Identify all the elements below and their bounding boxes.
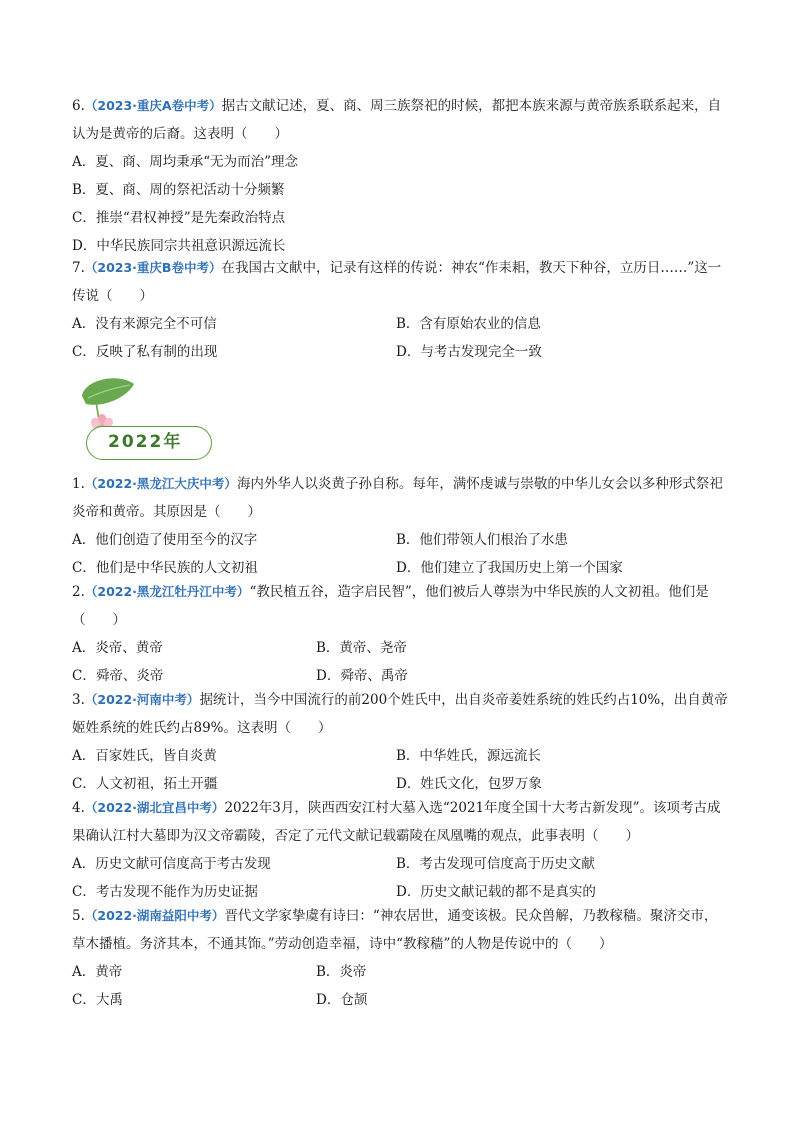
options (72, 634, 728, 690)
option-a[interactable]: A．他们创造了使用至今的汉字 (72, 532, 258, 548)
question-number: 3. (72, 692, 85, 708)
question-4 (72, 794, 728, 906)
options (72, 526, 728, 582)
question-7 (72, 254, 728, 366)
question-number: 2. (72, 584, 85, 600)
question-6 (72, 92, 728, 260)
option-a[interactable]: A．炎帝、黄帝 (72, 640, 163, 656)
question-source: （2022·黑龙江牡丹江中考） (84, 584, 250, 599)
option-d[interactable]: D．仓颉 (316, 992, 368, 1008)
option-c[interactable]: C．反映了私有制的出现 (72, 344, 218, 360)
question-number: 6. (72, 98, 85, 114)
question-stem (72, 578, 728, 634)
question-source: （2022·湖南益阳中考） (84, 908, 225, 923)
question-text: 晋代文学家挚虞有诗曰：“神农居世，通变该极。民众兽解，乃教稼穑。聚济交市，草木播植。务济其本，不通其饰。”劳动创造幸福，诗中“教稼穑”的人物是传说中的（ ） (72, 908, 718, 952)
question-text: 2022年3月，陕西西安江村大墓入选“2021年度全国十大考古新发现”。该项考古成果确认江村大墓即为汉文帝霸陵，否定了元代文献记载霸陵在凤凰嘴的观点，此事表明（ ） (72, 800, 721, 844)
option-a[interactable]: A．没有来源完全不可信 (72, 316, 217, 332)
option-c[interactable]: C．他们是中华民族的人文初祖 (72, 560, 258, 576)
option-b[interactable]: B．他们带领人们根治了水患 (396, 532, 568, 548)
question-text: 在我国古文献中，记录有这样的传说：神农“作耒耜，教天下种谷，立历日……”这一传说（ ） (72, 260, 722, 304)
option-b[interactable]: B．黄帝、尧帝 (316, 640, 407, 656)
question-number: 1. (72, 476, 85, 492)
question-source: （2022·河南中考） (84, 692, 200, 707)
year-label: 2022年 (108, 432, 183, 452)
question-stem (72, 254, 728, 310)
options (72, 148, 728, 260)
options (72, 310, 728, 366)
question-stem (72, 902, 728, 958)
year-section-header (78, 374, 218, 464)
question-text: 海内外华人以炎黄子孙自称。每年，满怀虔诚与崇敬的中华儿女会以多种形式祭祀炎帝和黄帝。其原因是（ ） (72, 476, 723, 520)
option-d[interactable]: D．历史文献记载的都不是真实的 (396, 884, 596, 900)
options (72, 742, 728, 798)
question-stem (72, 686, 728, 742)
option-b[interactable]: B．炎帝 (316, 964, 367, 980)
question-stem (72, 794, 728, 850)
question-source: （2023·重庆A卷中考） (84, 98, 222, 113)
question-number: 4. (72, 800, 85, 816)
option-c[interactable]: C．大禹 (72, 992, 123, 1008)
option-d[interactable]: D．舜帝、禹帝 (316, 668, 408, 684)
question-2 (72, 578, 728, 690)
options (72, 958, 728, 1014)
option-a[interactable]: A．夏、商、周均秉承“无为而治”理念 (72, 154, 299, 170)
option-c[interactable]: C．人文初祖，拓土开疆 (72, 776, 218, 792)
option-b[interactable]: B．考古发现可信度高于历史文献 (396, 856, 595, 872)
question-1 (72, 470, 728, 582)
option-c[interactable]: C．推崇“君权神授”是先秦政治特点 (72, 210, 286, 226)
question-number: 5. (72, 908, 85, 924)
question-stem (72, 470, 728, 526)
question-text: 据统计，当今中国流行的前200个姓氏中，出自炎帝姜姓系统的姓氏约占10%，出自黄帝姬姓系统的姓氏约占89%。这表明（ ） (72, 692, 728, 736)
option-a[interactable]: A．百家姓氏，皆自炎黄 (72, 748, 217, 764)
question-text: “教民植五谷，造字启民智”，他们被后人尊崇为中华民族的人文初祖。他们是（ ） (72, 584, 709, 628)
option-c[interactable]: C．舜帝、炎帝 (72, 668, 164, 684)
option-b[interactable]: B．中华姓氏，源远流长 (396, 748, 541, 764)
question-text: 据古文献记述，夏、商、周三族祭祀的时候，都把本族来源与黄帝族系联系起来，自认为是黄帝的后裔。这表明（ ） (72, 98, 722, 142)
option-c[interactable]: C．考古发现不能作为历史证据 (72, 884, 258, 900)
options (72, 850, 728, 906)
question-3 (72, 686, 728, 798)
question-number: 7. (72, 260, 85, 276)
option-a[interactable]: A．历史文献可信度高于考古发现 (72, 856, 271, 872)
question-5 (72, 902, 728, 1014)
option-d[interactable]: D．他们建立了我国历史上第一个国家 (396, 560, 623, 576)
question-stem (72, 92, 728, 148)
option-b[interactable]: B．夏、商、周的祭祀活动十分频繁 (72, 182, 285, 198)
question-source: （2022·黑龙江大庆中考） (84, 476, 237, 491)
question-source: （2022·湖北宜昌中考） (84, 800, 225, 815)
option-b[interactable]: B．含有原始农业的信息 (396, 316, 541, 332)
option-d[interactable]: D．与考古发现完全一致 (396, 344, 542, 360)
option-a[interactable]: A．黄帝 (72, 964, 123, 980)
question-source: （2023·重庆B卷中考） (84, 260, 222, 275)
option-d[interactable]: D．姓氏文化，包罗万象 (396, 776, 542, 792)
option-d[interactable]: D．中华民族同宗共祖意识源远流长 (72, 238, 286, 254)
